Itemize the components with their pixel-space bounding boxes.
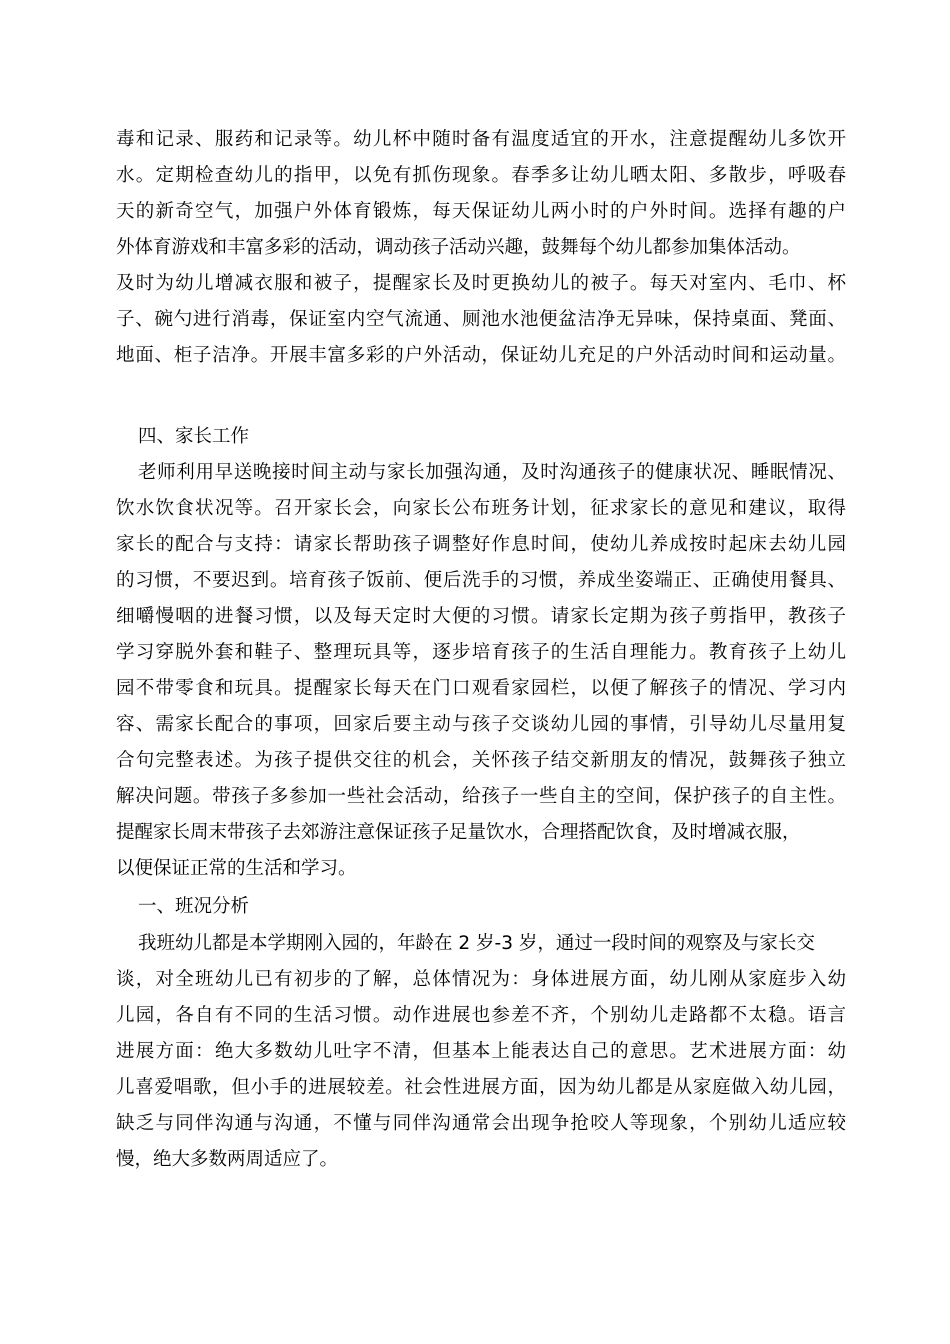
paragraph-line: 进展方面：绝大多数幼儿吐字不清，但基本上能表达自己的意思。艺术进展方面：幼 bbox=[116, 1041, 846, 1062]
paragraph-line: 学习穿脱外套和鞋子、整理玩具等，逐步培育孩子的生活自理能力。教育孩子上幼儿 bbox=[116, 642, 846, 663]
paragraph-line: 我班幼儿都是本学期刚入园的，年龄在 2 岁-3 岁，通过一段时间的观察及与家长交 bbox=[138, 933, 815, 954]
paragraph-line: 儿园，各自有不同的生活习惯。动作进展也参差不齐，个别幼儿走路都不太稳。语言 bbox=[116, 1005, 846, 1026]
paragraph-line: 儿喜爱唱歌，但小手的进展较差。社会性进展方面，因为幼儿都是从家庭做入幼儿园， bbox=[116, 1077, 846, 1098]
paragraph-line: 天的新奇空气，加强户外体育锻炼，每天保证幼儿两小时的户外时间。选择有趣的户 bbox=[116, 201, 846, 222]
paragraph-line: 园不带零食和玩具。提醒家长每天在门口观看家园栏，以便了解孩子的情况、学习内 bbox=[116, 678, 846, 699]
paragraph-line: 毒和记录、服药和记录等。幼儿杯中随时备有温度适宜的开水，注意提醒幼儿多饮开 bbox=[116, 129, 846, 150]
paragraph-line: 及时为幼儿增减衣服和被子，提醒家长及时更换幼儿的被子。每天对室内、毛巾、杯 bbox=[116, 273, 846, 294]
paragraph-line: 合句完整表述。为孩子提供交往的机会，关怀孩子结交新朋友的情况，鼓舞孩子独立 bbox=[116, 750, 846, 771]
paragraph-line: 细嚼慢咽的进餐习惯，以及每天定时大便的习惯。请家长定期为孩子剪指甲，教孩子 bbox=[116, 606, 846, 627]
paragraph-line: 容、需家长配合的事项，回家后要主动与孩子交谈幼儿园的事情，引导幼儿尽量用复 bbox=[116, 714, 846, 735]
paragraph-line: 饮水饮食状况等。召开家长会，向家长公布班务计划，征求家长的意见和建议，取得 bbox=[116, 498, 846, 519]
paragraph-line: 提醒家长周末带孩子去郊游注意保证孩子足量饮水，合理搭配饮食，及时增减衣服， bbox=[116, 822, 801, 843]
section-heading: 四、家长工作 bbox=[138, 426, 250, 447]
paragraph-line: 家长的配合与支持：请家长帮助孩子调整好作息时间，使幼儿养成按时起床去幼儿园 bbox=[116, 534, 846, 555]
paragraph-line: 以便保证正常的生活和学习。 bbox=[116, 858, 357, 879]
paragraph-line: 水。定期检查幼儿的指甲，以免有抓伤现象。春季多让幼儿晒太阳、多散步，呼吸春 bbox=[116, 165, 846, 186]
paragraph-line: 慢，绝大多数两周适应了。 bbox=[116, 1149, 339, 1170]
paragraph-line: 的习惯，不要迟到。培育孩子饭前、便后洗手的习惯，养成坐姿端正、正确使用餐具、 bbox=[116, 570, 846, 591]
paragraph-line: 子、碗勺进行消毒，保证室内空气流通、厕池水池便盆洁净无异味，保持桌面、凳面、 bbox=[116, 309, 846, 330]
paragraph-line: 缺乏与同伴沟通与沟通，不懂与同伴沟通常会出现争抢咬人等现象，个别幼儿适应较 bbox=[116, 1113, 846, 1134]
paragraph-line: 解决问题。带孩子多参加一些社会活动，给孩子一些自主的空间，保护孩子的自主性。 bbox=[116, 786, 846, 807]
paragraph-line: 地面、柜子洁净。开展丰富多彩的户外活动，保证幼儿充足的户外活动时间和运动量。 bbox=[116, 345, 846, 366]
section-heading: 一、班况分析 bbox=[138, 896, 250, 917]
paragraph-line: 谈，对全班幼儿已有初步的了解，总体情况为：身体进展方面，幼儿刚从家庭步入幼 bbox=[116, 969, 846, 990]
paragraph-line: 老师利用早送晚接时间主动与家长加强沟通，及时沟通孩子的健康状况、睡眠情况、 bbox=[138, 462, 846, 483]
paragraph-line: 外体育游戏和丰富多彩的活动，调动孩子活动兴趣，鼓舞每个幼儿都参加集体活动。 bbox=[116, 237, 801, 258]
